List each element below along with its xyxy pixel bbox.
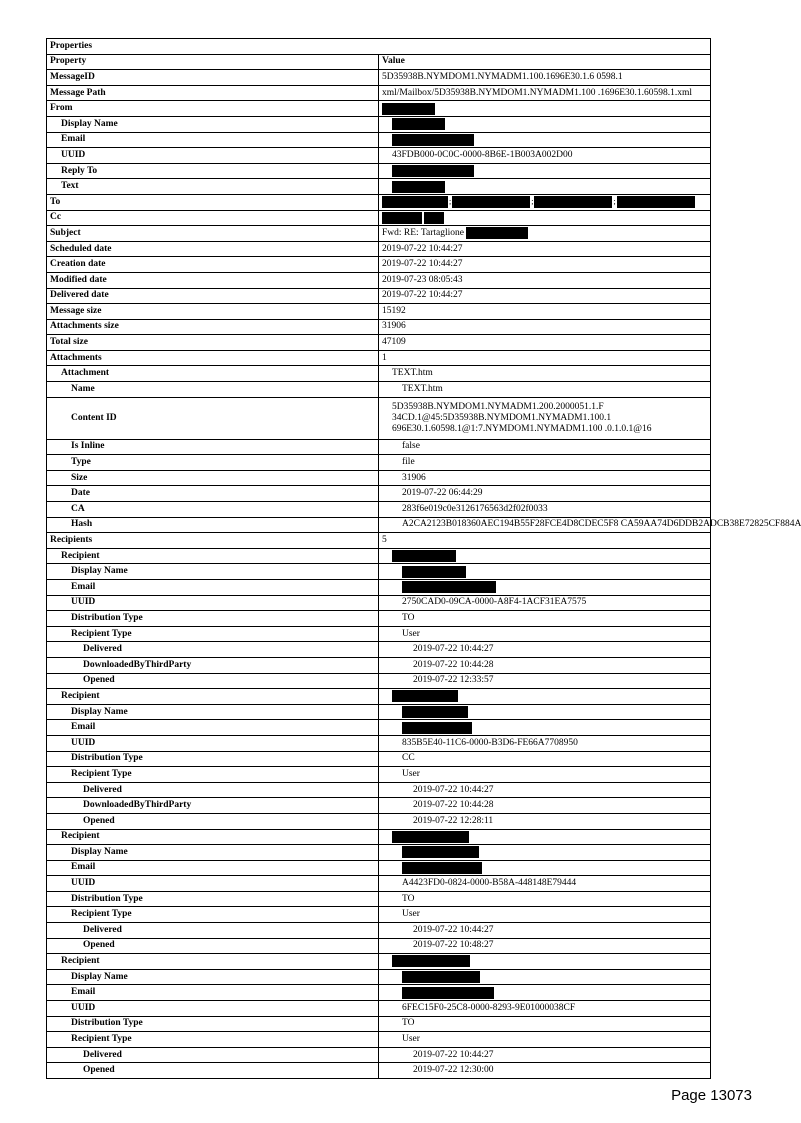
row-attachment-ca	[47, 502, 711, 518]
row-recipient-uuid	[47, 1001, 711, 1017]
row-value	[379, 704, 711, 720]
row-label: Delivered	[47, 1047, 379, 1063]
redaction-block	[466, 227, 528, 239]
row-recipient-uuid	[47, 876, 711, 892]
row-label: Recipients	[47, 533, 379, 549]
row-recipient-type	[47, 907, 711, 923]
row-recipient-display-name	[47, 564, 711, 580]
row-value: 2019-07-23 08:05:43	[379, 272, 711, 288]
row-value: TO	[379, 1016, 711, 1032]
redaction-block	[392, 550, 456, 562]
redaction-block	[402, 846, 479, 858]
row-value: 2019-07-22 10:44:28	[379, 657, 711, 673]
row-value: xml/Mailbox/5D35938B.NYMDOM1.NYMADM1.100 .1696E30.1.60598.1.xml	[379, 85, 711, 101]
row-attachments	[47, 350, 711, 366]
row-value	[379, 548, 711, 564]
row-label: Distribution Type	[47, 751, 379, 767]
row-value: 2019-07-22 10:44:27	[379, 782, 711, 798]
table-title: Properties	[47, 39, 711, 55]
row-value: 835B5E40-11C6-0000-B3D6-FE66A7708950	[379, 735, 711, 751]
row-value	[379, 580, 711, 596]
row-label: DownloadedByThirdParty	[47, 657, 379, 673]
row-label: Hash	[47, 517, 379, 533]
redaction-block	[392, 118, 445, 130]
row-value: TO	[379, 891, 711, 907]
redaction-block	[392, 690, 458, 702]
redaction-block	[402, 862, 482, 874]
row-message-path	[47, 85, 711, 101]
row-label: Email	[47, 985, 379, 1001]
row-label: Opened	[47, 1063, 379, 1079]
row-label: UUID	[47, 148, 379, 164]
redaction-block	[402, 971, 480, 983]
row-delivered-date	[47, 288, 711, 304]
row-attachment	[47, 366, 711, 382]
row-recipient-uuid	[47, 735, 711, 751]
row-message-id	[47, 70, 711, 86]
row-value: User	[379, 767, 711, 783]
row-opened	[47, 938, 711, 954]
row-value	[379, 985, 711, 1001]
row-value	[379, 194, 711, 210]
row-value: 2019-07-22 10:48:27	[379, 938, 711, 954]
row-attachment-type	[47, 455, 711, 471]
column-header-property: Property	[47, 54, 379, 70]
row-value: 15192	[379, 304, 711, 320]
redaction-block	[452, 196, 530, 208]
row-value: 2019-07-22 10:44:27	[379, 642, 711, 658]
row-value	[379, 101, 711, 117]
row-label: Recipient Type	[47, 907, 379, 923]
row-value: A4423FD0-0824-0000-B58A-448148E79444	[379, 876, 711, 892]
row-label: Recipient	[47, 954, 379, 970]
row-to	[47, 194, 711, 210]
row-label: UUID	[47, 876, 379, 892]
row-value: TEXT.htm	[379, 366, 711, 382]
redaction-block	[424, 212, 444, 224]
row-label: Email	[47, 580, 379, 596]
row-recipient	[47, 954, 711, 970]
row-value: A2CA2123B018360AEC194B55F28FCE4D8CDEC5F8 CA59AA74D6DDB2ADCB38E72825CF884A	[379, 517, 711, 533]
row-attachment-hash	[47, 517, 711, 533]
row-from-email	[47, 132, 711, 148]
row-label: Content ID	[47, 397, 379, 439]
row-label: Name	[47, 382, 379, 398]
row-label: Display Name	[47, 845, 379, 861]
row-value: 6FEC15F0-25C8-0000-8293-9E01000038CF	[379, 1001, 711, 1017]
row-label: Opened	[47, 813, 379, 829]
row-label: Subject	[47, 226, 379, 242]
row-value: 43FDB000-0C0C-0000-8B6E-1B003A002D00	[379, 148, 711, 164]
row-label: Delivered	[47, 782, 379, 798]
row-subject	[47, 226, 711, 242]
row-value: 2019-07-22 10:44:27	[379, 257, 711, 273]
row-recipient	[47, 829, 711, 845]
row-value	[379, 397, 711, 439]
row-label: Message Path	[47, 85, 379, 101]
row-value	[379, 564, 711, 580]
table-title-row	[47, 39, 711, 55]
row-content-id	[47, 397, 711, 439]
row-delivered	[47, 1047, 711, 1063]
row-downloaded	[47, 798, 711, 814]
separator: ;	[449, 197, 452, 207]
redaction-block	[382, 212, 422, 224]
row-scheduled-date	[47, 241, 711, 257]
row-recipient-email	[47, 580, 711, 596]
row-label: Modified date	[47, 272, 379, 288]
row-label: Attachment	[47, 366, 379, 382]
row-label: Cc	[47, 210, 379, 226]
column-header-value: Value	[379, 54, 711, 70]
row-distribution-type	[47, 751, 711, 767]
row-value: TO	[379, 611, 711, 627]
redaction-block	[534, 196, 612, 208]
row-value: User	[379, 1032, 711, 1048]
row-label: UUID	[47, 595, 379, 611]
row-value: 2019-07-22 10:44:27	[379, 241, 711, 257]
row-from-uuid	[47, 148, 711, 164]
row-value: 283f6e019c0e3126176563d2f02f0033	[379, 502, 711, 518]
row-label: DownloadedByThirdParty	[47, 798, 379, 814]
row-value: 2019-07-22 12:33:57	[379, 673, 711, 689]
redaction-block	[402, 706, 468, 718]
row-recipient-display-name	[47, 704, 711, 720]
redaction-block	[402, 566, 466, 578]
row-label: Type	[47, 455, 379, 471]
row-delivered	[47, 782, 711, 798]
row-label: Display Name	[47, 564, 379, 580]
row-label: Attachments	[47, 350, 379, 366]
row-label: Recipient	[47, 689, 379, 705]
row-value: file	[379, 455, 711, 471]
row-value: false	[379, 439, 711, 455]
row-value	[379, 860, 711, 876]
redaction-block	[402, 581, 496, 593]
row-text	[47, 179, 711, 195]
row-label: Display Name	[47, 116, 379, 132]
row-value	[379, 954, 711, 970]
row-label: MessageID	[47, 70, 379, 86]
column-header-row	[47, 54, 711, 70]
row-distribution-type	[47, 1016, 711, 1032]
row-recipient-type	[47, 767, 711, 783]
redaction-block	[402, 987, 494, 999]
row-attachments-size	[47, 319, 711, 335]
row-recipient-email	[47, 860, 711, 876]
row-message-size	[47, 304, 711, 320]
row-value: 2019-07-22 12:30:00	[379, 1063, 711, 1079]
row-value	[379, 720, 711, 736]
row-label: UUID	[47, 735, 379, 751]
row-value	[379, 179, 711, 195]
row-distribution-type	[47, 611, 711, 627]
row-recipient-type	[47, 626, 711, 642]
row-cc	[47, 210, 711, 226]
row-recipient-display-name	[47, 845, 711, 861]
row-label: Text	[47, 179, 379, 195]
row-label: Size	[47, 470, 379, 486]
row-value: 1	[379, 350, 711, 366]
content-id-line: 34CD.1@45:5D35938B.NYMDOM1.NYMADM1.100.1	[392, 412, 612, 423]
row-delivered	[47, 923, 711, 939]
row-label: From	[47, 101, 379, 117]
row-recipient-type	[47, 1032, 711, 1048]
row-value: 47109	[379, 335, 711, 351]
row-opened	[47, 813, 711, 829]
row-opened	[47, 673, 711, 689]
row-value: User	[379, 626, 711, 642]
row-value: 2019-07-22 12:28:11	[379, 813, 711, 829]
row-value: 2019-07-22 10:44:28	[379, 798, 711, 814]
row-recipient-display-name	[47, 969, 711, 985]
row-recipient-email	[47, 720, 711, 736]
redaction-block	[392, 134, 474, 146]
row-value: 2019-07-22 06:44:29	[379, 486, 711, 502]
separator: ;	[531, 197, 534, 207]
row-recipient	[47, 689, 711, 705]
row-label: Delivered	[47, 642, 379, 658]
row-label: Opened	[47, 673, 379, 689]
subject-text: Fwd: RE: Tartaglione	[382, 228, 465, 239]
row-value	[379, 163, 711, 179]
row-label: Delivered date	[47, 288, 379, 304]
row-label: Display Name	[47, 969, 379, 985]
row-value: 2019-07-22 10:44:27	[379, 288, 711, 304]
row-recipient-email	[47, 985, 711, 1001]
content-id-line: 5D35938B.NYMDOM1.NYMADM1.200.2000051.1.F	[392, 401, 604, 412]
row-distribution-type	[47, 891, 711, 907]
row-downloaded	[47, 657, 711, 673]
row-label: Creation date	[47, 257, 379, 273]
row-label: Display Name	[47, 704, 379, 720]
redaction-block	[402, 722, 472, 734]
row-total-size	[47, 335, 711, 351]
row-label: Delivered	[47, 923, 379, 939]
row-label: Distribution Type	[47, 1016, 379, 1032]
row-label: UUID	[47, 1001, 379, 1017]
row-label: Recipient Type	[47, 1032, 379, 1048]
row-label: Email	[47, 720, 379, 736]
redaction-block	[382, 196, 448, 208]
row-value: 5D35938B.NYMDOM1.NYMADM1.100.1696E30.1.6 0598.1	[379, 70, 711, 86]
row-value	[379, 845, 711, 861]
row-label: Message size	[47, 304, 379, 320]
row-label: Email	[47, 132, 379, 148]
row-value: 2750CAD0-09CA-0000-A8F4-1ACF31EA7575	[379, 595, 711, 611]
row-label: Reply To	[47, 163, 379, 179]
row-value	[379, 132, 711, 148]
row-value	[379, 210, 711, 226]
row-attachment-date	[47, 486, 711, 502]
redaction-block	[392, 955, 470, 967]
row-value	[379, 829, 711, 845]
redaction-block	[392, 181, 445, 193]
row-value: User	[379, 907, 711, 923]
redaction-block	[392, 165, 474, 177]
page-number: Page 13073	[671, 1087, 752, 1104]
row-label: Attachments size	[47, 319, 379, 335]
row-label: Distribution Type	[47, 611, 379, 627]
row-reply-to	[47, 163, 711, 179]
row-is-inline	[47, 439, 711, 455]
row-recipient-uuid	[47, 595, 711, 611]
row-label: Scheduled date	[47, 241, 379, 257]
content-id-line: 696E30.1.60598.1@1:7.NYMDOM1.NYMADM1.100 .0.1.0.1@16	[392, 423, 652, 434]
row-attachment-size	[47, 470, 711, 486]
row-opened	[47, 1063, 711, 1079]
separator: ;	[613, 197, 616, 207]
row-value: 31906	[379, 470, 711, 486]
row-label: Opened	[47, 938, 379, 954]
redaction-block	[392, 831, 469, 843]
redaction-block	[617, 196, 695, 208]
row-value	[379, 689, 711, 705]
row-recipients	[47, 533, 711, 549]
row-label: Total size	[47, 335, 379, 351]
row-value	[379, 226, 711, 242]
row-label: Recipient Type	[47, 626, 379, 642]
row-from	[47, 101, 711, 117]
row-label: Is Inline	[47, 439, 379, 455]
row-label: CA	[47, 502, 379, 518]
row-value: 31906	[379, 319, 711, 335]
row-label: To	[47, 194, 379, 210]
row-creation-date	[47, 257, 711, 273]
row-label: Date	[47, 486, 379, 502]
row-label: Recipient Type	[47, 767, 379, 783]
row-value	[379, 116, 711, 132]
row-value: 5	[379, 533, 711, 549]
properties-table	[46, 38, 801, 1079]
row-label: Recipient	[47, 829, 379, 845]
row-delivered	[47, 642, 711, 658]
row-label: Distribution Type	[47, 891, 379, 907]
row-recipient	[47, 548, 711, 564]
row-label: Email	[47, 860, 379, 876]
row-label: Recipient	[47, 548, 379, 564]
row-value: TEXT.htm	[379, 382, 711, 398]
row-value: 2019-07-22 10:44:27	[379, 923, 711, 939]
redaction-block	[382, 103, 435, 115]
row-from-display-name	[47, 116, 711, 132]
row-value: CC	[379, 751, 711, 767]
row-modified-date	[47, 272, 711, 288]
row-value	[379, 969, 711, 985]
row-value: 2019-07-22 10:44:27	[379, 1047, 711, 1063]
row-attachment-name	[47, 382, 711, 398]
